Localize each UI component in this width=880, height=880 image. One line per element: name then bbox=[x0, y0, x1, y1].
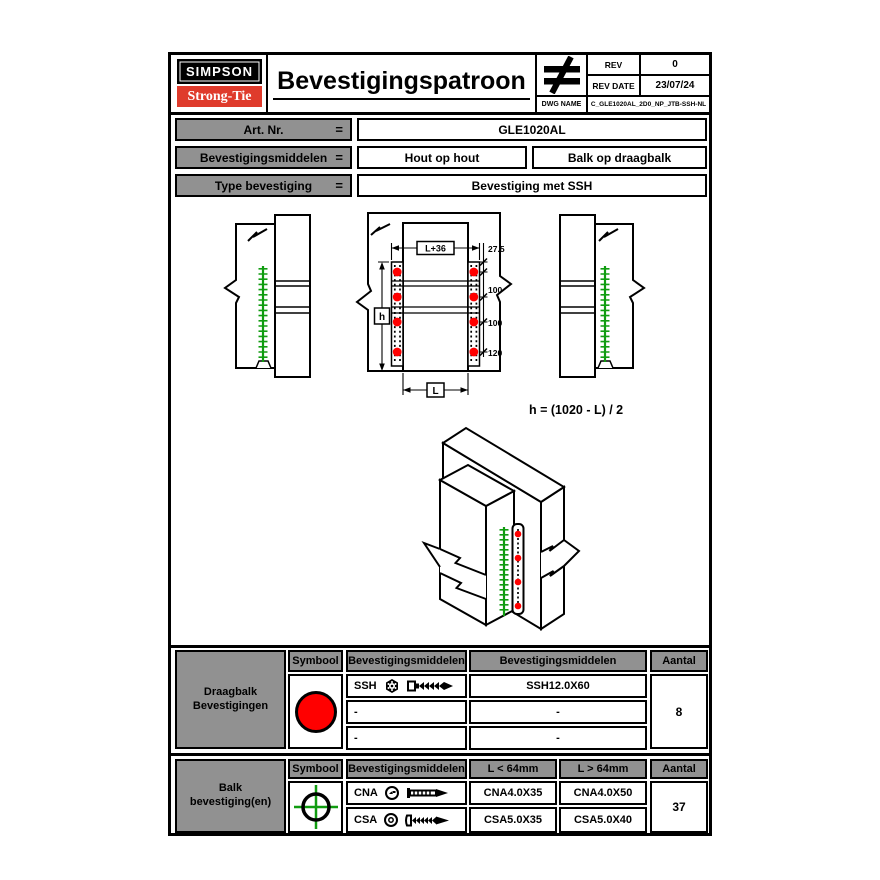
info-value-artnr: GLE1020AL bbox=[357, 118, 707, 141]
isometric-view bbox=[424, 428, 579, 629]
equals-sign: = bbox=[335, 122, 343, 137]
fastener-name: CNA bbox=[354, 787, 378, 799]
page-title: Bevestigingspatroon bbox=[273, 67, 530, 100]
draagbalk-row-2 bbox=[346, 700, 467, 724]
balk-cna-small: CNA4.0X35 bbox=[469, 781, 557, 805]
iso-plate bbox=[513, 524, 524, 614]
info-label-text: Bevestigingsmiddelen bbox=[199, 150, 328, 165]
balk-csa-large: CSA5.0X40 bbox=[559, 807, 647, 833]
info-label-text: Type bevestiging bbox=[214, 178, 313, 193]
info-value-type: Bevestiging met SSH bbox=[357, 174, 707, 197]
info-value-balk: Balk op draagbalk bbox=[532, 146, 707, 169]
info-label-type bbox=[175, 174, 352, 197]
rev-label: REV bbox=[588, 55, 641, 76]
brand-line2: Strong-Tie bbox=[187, 88, 252, 104]
label-line1: Balk bbox=[218, 782, 243, 795]
balk-cna-large: CNA4.0X50 bbox=[559, 781, 647, 805]
ssh-screw-side-icon bbox=[407, 679, 455, 693]
table-divider-mid bbox=[171, 753, 709, 756]
draagbalk-spec-3: - bbox=[469, 726, 647, 750]
dimension-bottom-L bbox=[403, 373, 468, 397]
balk-row-cna bbox=[346, 781, 467, 805]
left-side-view bbox=[225, 215, 310, 377]
brand-line1: SIMPSON bbox=[186, 64, 253, 79]
brand-simpson bbox=[177, 59, 262, 84]
header-divider bbox=[171, 112, 709, 115]
col-header-l-small: L < 64mm bbox=[469, 759, 557, 779]
col-header-l-large: L > 64mm bbox=[559, 759, 647, 779]
col-header-symbool: Symbool bbox=[288, 650, 343, 672]
equals-sign: = bbox=[335, 150, 343, 165]
dwg-name-label: DWG NAME bbox=[537, 97, 588, 112]
crosshair-icon bbox=[293, 784, 339, 830]
sheet-frame bbox=[168, 52, 712, 836]
dim-120-label: 120 bbox=[488, 348, 503, 358]
info-label-artnr bbox=[175, 118, 352, 141]
dim-top-label: L+36 bbox=[425, 243, 446, 254]
draagbalk-row-label bbox=[175, 650, 286, 749]
dim-h-label: h bbox=[378, 312, 386, 323]
col-header-aantal: Aantal bbox=[650, 650, 708, 672]
brand-strongtie bbox=[177, 86, 262, 107]
dwg-name-value: C_GLE1020AL_2D0_NP_JTB-SSH-NL bbox=[590, 101, 707, 108]
not-equal-icon bbox=[537, 55, 588, 97]
col-header-middelen: Bevestigingsmiddelen bbox=[346, 759, 467, 779]
right-side-view bbox=[560, 215, 644, 377]
sheet-title-cell bbox=[268, 55, 537, 112]
cna-nail-side-icon bbox=[406, 787, 450, 799]
dim-100b-label: 100 bbox=[488, 318, 503, 328]
fastener-name: - bbox=[354, 706, 358, 718]
fastener-name: - bbox=[354, 732, 358, 744]
not-equal-glyph bbox=[541, 56, 583, 94]
balk-aantal: 37 bbox=[650, 781, 708, 833]
rev-date-label: REV DATE bbox=[588, 76, 641, 97]
col-header-middelen2: Bevestigingsmiddelen bbox=[469, 650, 647, 672]
col-header-symbool: Symbool bbox=[288, 759, 343, 779]
technical-drawing bbox=[171, 197, 709, 643]
draagbalk-aantal: 8 bbox=[650, 674, 708, 749]
balk-csa-small: CSA5.0X35 bbox=[469, 807, 557, 833]
dim-L-label: L bbox=[432, 386, 439, 397]
fastener-name: CSA bbox=[354, 814, 378, 826]
info-value-hout: Hout op hout bbox=[357, 146, 527, 169]
col-header-middelen: Bevestigingsmiddelen bbox=[346, 650, 467, 672]
balk-row-csa bbox=[346, 807, 467, 833]
draagbalk-spec-ssh: SSH12.0X60 bbox=[469, 674, 647, 698]
label-line2: bevestiging(en) bbox=[189, 796, 272, 808]
break-flap bbox=[424, 543, 440, 567]
label-line1: Draagbalk bbox=[203, 685, 258, 698]
front-view bbox=[357, 213, 511, 397]
cna-head-icon bbox=[385, 786, 399, 800]
dim-275-label: 27.5 bbox=[488, 244, 505, 254]
draagbalk-row-3 bbox=[346, 726, 467, 750]
col-header-aantal: Aantal bbox=[650, 759, 708, 779]
rev-value: 0 bbox=[641, 55, 709, 76]
height-formula: h = (1020 - L) / 2 bbox=[529, 403, 624, 417]
table-divider-top bbox=[171, 645, 709, 648]
dim-100a-label: 100 bbox=[488, 285, 503, 295]
csa-screw-side-icon bbox=[405, 814, 451, 827]
break-flap bbox=[564, 540, 579, 566]
red-circle-icon bbox=[295, 691, 337, 733]
hex-head-icon bbox=[384, 678, 400, 694]
draagbalk-symbol-cell bbox=[288, 674, 343, 749]
rev-date-value: 23/07/24 bbox=[641, 76, 709, 97]
draagbalk-row-ssh bbox=[346, 674, 467, 698]
balk-row-label bbox=[175, 759, 286, 833]
info-label-middelen bbox=[175, 146, 352, 169]
info-label-text: Art. Nr. bbox=[243, 122, 284, 137]
draagbalk-spec-2: - bbox=[469, 700, 647, 724]
fastener-name: SSH bbox=[354, 680, 377, 692]
brand-logo bbox=[171, 55, 268, 112]
balk-symbol-cell bbox=[288, 781, 343, 833]
csa-head-icon bbox=[384, 813, 398, 827]
equals-sign: = bbox=[335, 178, 343, 193]
label-line2: Bevestigingen bbox=[192, 699, 269, 712]
